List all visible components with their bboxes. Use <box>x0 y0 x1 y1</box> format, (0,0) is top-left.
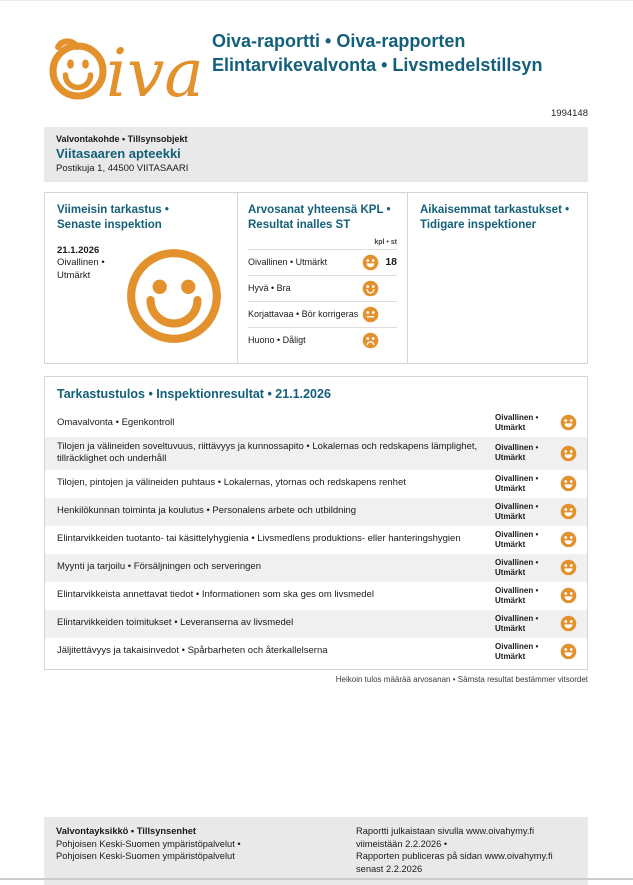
result-icon-cell <box>557 503 577 520</box>
result-icon-cell <box>557 559 577 576</box>
report-number: 1994148 <box>551 108 588 119</box>
result-icon-cell <box>557 445 577 462</box>
result-grade: Oivallinen • Utmärkt <box>495 443 539 463</box>
subject-label: Valvontakohde • Tillsynsobjekt <box>56 134 188 144</box>
inspection-subject-bar <box>44 127 588 182</box>
oiva-logo <box>44 21 202 106</box>
grade-label: Huono • Dåligt <box>248 335 306 346</box>
result-item-label: Tilojen ja välineiden soveltuvuus, riittävyys ja kunnossapito • Lokalernas och redskapens lämplighet, tillräcklighet och underhåll <box>57 440 478 465</box>
oivallinen-face-icon <box>560 531 577 548</box>
grade-count: 18 <box>385 256 397 269</box>
summary-row <box>248 327 397 353</box>
subject-name: Viitasaaren apteekki <box>56 146 181 161</box>
summary-row <box>248 249 397 275</box>
results-footnote: Heikoin tulos määrää arvosanan • Sämsta resultat bestämmer vitsordet <box>335 674 588 684</box>
huono-face-icon <box>362 332 379 349</box>
oivallinen-face-icon <box>560 587 577 604</box>
result-item-label: Jäljitettävyys ja takaisinvedot • Spårbarheten och återkallelserna <box>57 645 328 657</box>
supervision-unit <box>56 825 356 875</box>
result-row <box>45 409 587 437</box>
oivallinen-face-icon <box>362 254 379 271</box>
page-bottom-edge <box>0 878 633 880</box>
unit-label: kpl • st <box>374 238 397 246</box>
result-icon-cell <box>557 475 577 492</box>
grade-summary-heading: Arvosanat yhteensä KPL • Resultat inalles ST <box>248 204 391 231</box>
grade-label: Hyvä • Bra <box>248 283 291 294</box>
oivallinen-face-icon <box>560 475 577 492</box>
previous-inspections-panel <box>407 193 587 363</box>
result-item-label: Tilojen, pintojen ja välineiden puhtaus • Lokalernas, ytornas och redskapens renhet <box>57 477 406 489</box>
footer-bar <box>44 817 588 885</box>
result-icon-cell <box>557 531 577 548</box>
oivallinen-face-icon <box>560 503 577 520</box>
result-grade: Oivallinen • Utmärkt <box>495 613 539 633</box>
supervision-unit-label: Valvontayksikkö • Tillsynsenhet <box>56 826 197 836</box>
publish-line: senast 2.2.2026 <box>356 863 423 874</box>
oiva-logo-icon <box>44 21 202 101</box>
korjattavaa-face-icon <box>362 306 379 323</box>
result-row <box>45 638 587 666</box>
result-row <box>45 437 587 470</box>
result-grade: Oivallinen • Utmärkt <box>495 641 539 661</box>
result-icon-cell <box>557 615 577 632</box>
title-line-1: Oiva-raportti • Oiva-rapporten <box>212 31 466 51</box>
result-icon-cell <box>557 643 577 660</box>
result-grade: Oivallinen • Utmärkt <box>495 585 539 605</box>
latest-inspection-panel <box>45 193 237 363</box>
grade-summary-panel <box>237 193 407 363</box>
grade-label: Korjattavaa • Bör korrigeras <box>248 309 359 320</box>
result-row <box>45 526 587 554</box>
supervision-unit-name-fi: Pohjoisen Keski-Suomen ympäristöpalvelut • <box>56 838 241 849</box>
result-item-label: Myynti ja tarjoilu • Försäljningen och serveringen <box>57 561 261 573</box>
result-row <box>45 498 587 526</box>
grade-label: Oivallinen • Utmärkt <box>248 257 328 268</box>
oivallinen-face-icon <box>560 414 577 431</box>
logo-word: iva <box>106 35 202 101</box>
inspection-results-section <box>44 376 588 670</box>
result-item-label: Henkilökunnan toiminta ja koulutus • Personalens arbete och utbildning <box>57 505 357 517</box>
summary-panels <box>44 192 588 364</box>
hyva-face-icon <box>362 280 379 297</box>
summary-row <box>248 275 397 301</box>
previous-inspections-heading: Aikaisemmat tarkastukset • Tidigare inspektioner <box>420 204 570 231</box>
result-row <box>45 582 587 610</box>
result-row <box>45 554 587 582</box>
result-grade: Oivallinen • Utmärkt <box>495 412 539 432</box>
latest-inspection-result <box>57 245 119 347</box>
latest-inspection-heading: Viimeisin tarkastus • Senaste inspektion <box>57 204 169 231</box>
summary-row <box>248 301 397 327</box>
result-grade: Oivallinen • Utmärkt <box>495 557 539 577</box>
report-header <box>44 1 588 106</box>
oivallinen-face-icon <box>560 445 577 462</box>
publish-line: Rapporten publiceras på sidan www.oivahymy.fi <box>356 851 553 862</box>
result-grade: Oivallinen • Utmärkt <box>495 473 539 493</box>
subject-address: Postikuja 1, 44500 VIITASAARI <box>56 163 189 174</box>
inspection-grade: Oivallinen • Utmärkt <box>57 257 105 281</box>
result-item-label: Elintarvikkeiden toimitukset • Leveranserna av livsmedel <box>57 617 294 629</box>
result-icon-cell <box>557 587 577 604</box>
oivallinen-smiley-large-icon <box>123 245 225 347</box>
result-grade: Oivallinen • Utmärkt <box>495 529 539 549</box>
report-title <box>212 21 542 78</box>
result-rows <box>45 409 587 666</box>
publish-line: viimeistään 2.2.2026 • <box>356 838 448 849</box>
result-item-label: Elintarvikkeiden tuotanto- tai käsittelyhygienia • Livsmedlens produktions- eller hanteringshygien <box>57 533 461 545</box>
oivallinen-face-icon <box>560 559 577 576</box>
result-grade: Oivallinen • Utmärkt <box>495 501 539 521</box>
publish-line: Raportti julkaistaan sivulla www.oivahymy.fi <box>356 826 535 836</box>
oivallinen-face-icon <box>560 643 577 660</box>
results-heading: Tarkastustulos • Inspektionresultat • 21.1.2026 <box>57 386 331 401</box>
result-item-label: Omavalvonta • Egenkontroll <box>57 416 175 428</box>
result-item-label: Elintarvikkeista annettavat tiedot • Informationen som ska ges om livsmedel <box>57 589 374 601</box>
title-line-2: Elintarvikevalvonta • Livsmedelstillsyn <box>212 55 543 76</box>
supervision-unit-name-sv: Pohjoisen Keski-Suomen ympäristöpalvelut <box>56 851 235 862</box>
publish-info <box>356 825 576 875</box>
oivallinen-face-icon <box>560 615 577 632</box>
result-row <box>45 470 587 498</box>
result-icon-cell <box>557 414 577 431</box>
result-row <box>45 610 587 638</box>
inspection-date: 21.1.2026 <box>57 244 100 256</box>
summary-rows <box>248 249 397 353</box>
